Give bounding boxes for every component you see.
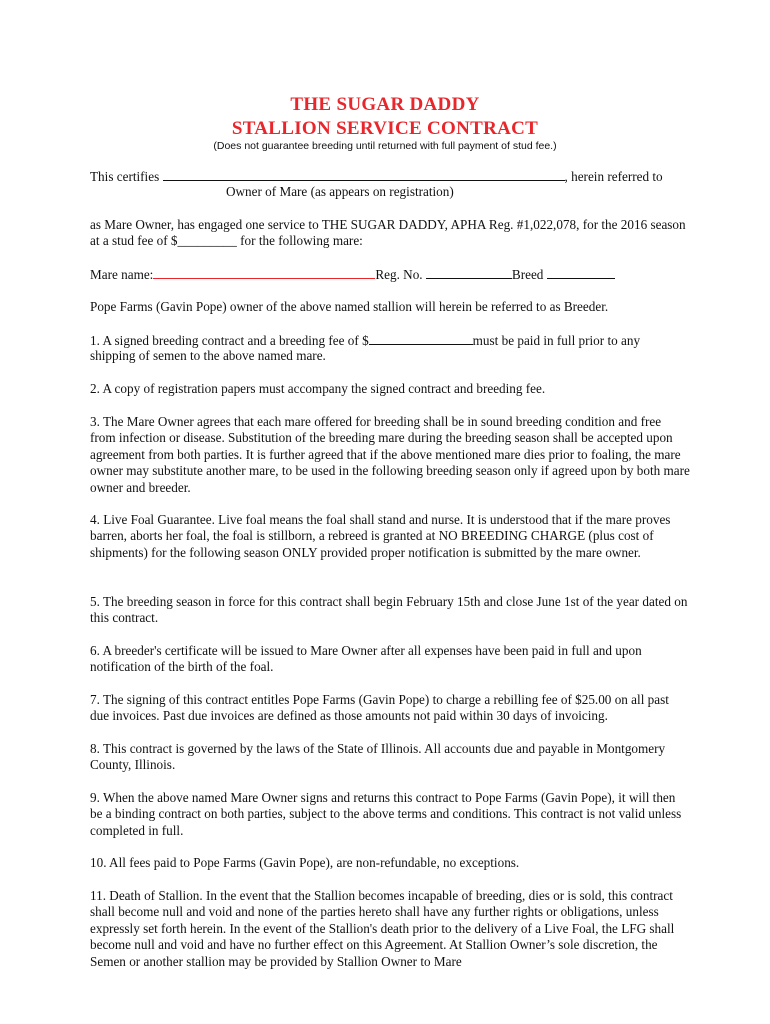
clause-6: 6. A breeder's certificate will be issued to Mare Owner after all expenses have been paid in full and upon notification of the birth of the foal. [90,643,642,675]
clause-7: 7. The signing of this contract entitles Pope Farms (Gavin Pope) to charge a rebilling fee of $25.00 on all past due invoices. Past due invoices are defined as those amounts not paid within 30 days of invoicing. [90,692,669,724]
certify-line [90,168,663,185]
clause-11: 11. Death of Stallion. In the event that the Stallion becomes incapable of breeding, dies or is sold, this contract shall become null and void and none of the parties hereto shall have any further rights or obligations, unless expressly set forth herein. In the event of the Stallion's death prior to the delivery of a Live Foal, the LFG shall become null and void and have no further effect on this Agreement. At Stallion Owner’s sole discretion, the Semen or another stallion may be provided by Stallion Owner to Mare [90,888,675,969]
clause-5: 5. The breeding season in force for this contract shall begin February 15th and close June 1st of the year dated on this contract. [90,594,688,626]
breed-label: Breed [511,267,544,282]
document-subtitle-title: STALLION SERVICE CONTRACT [231,118,539,139]
clause-4: 4. Live Foal Guarantee. Live foal means the foal shall stand and nurse. It is understood that if the mare proves barren, aborts her foal, the foal is stillborn, a rebreed is granted at NO BREEDING CHARGE (plus cost of shipments) for the following season ONLY provided proper notification is submitted by the mare owner. [90,512,671,560]
breeder-intro: Pope Farms (Gavin Pope) owner of the above named stallion will herein be referred to as Breeder. [90,299,609,314]
certify-suffix: , herein referred to [564,169,663,184]
clause-2: 2. A copy of registration papers must accompany the signed contract and breeding fee. [90,381,546,396]
mare-fields-line [90,266,615,283]
owner-name-field[interactable] [163,168,565,181]
breeding-fee-field[interactable] [369,332,473,345]
clause-9: 9. When the above named Mare Owner signs and returns this contract to Pope Farms (Gavin Pope), it will then be a binding contract on both parties, subject to the above terms and conditions. This contract is not valid unless completed in full. [90,790,682,838]
reg-no-label: Reg. No. [375,267,423,282]
breed-field[interactable] [547,266,615,279]
certify-prefix: This certifies [90,169,160,184]
clause-1-line2: shipping of semen to the above named mare. [90,348,326,363]
clause-10: 10. All fees paid to Pope Farms (Gavin Pope), are non-refundable, no exceptions. [90,855,520,870]
owner-caption: Owner of Mare (as appears on registration) [226,184,454,199]
clause-3: 3. The Mare Owner agrees that each mare offered for breeding shall be in sound breeding condition and free from infection or disease. Substitution of the breeding mare during the breeding season shall be accepted upon agreement from both parties. It is further agreed that if the above mentioned mare dies prior to foaling, the mare owner may substitute another mare, to be used in the following breeding season only if agreed upon by both mare owner and breeder. [90,414,690,495]
clause-1-prefix: 1. A signed breeding contract and a breeding fee of $ [90,333,369,348]
document-title: THE SUGAR DADDY [290,94,480,115]
clause-1-line [90,332,640,349]
mare-name-field[interactable] [153,266,375,279]
engagement-paragraph: as Mare Owner, has engaged one service to THE SUGAR DADDY, APHA Reg. #1,022,078, for the 2016 season at a stud fee of $_________ for the following mare: [90,217,686,249]
clause-1-suffix: must be paid in full prior to any [472,333,641,348]
disclaimer-note: (Does not guarantee breeding until returned with full payment of stud fee.) [213,140,557,152]
mare-name-label: Mare name: [90,267,154,282]
clause-8: 8. This contract is governed by the laws of the State of Illinois. All accounts due and payable in Montgomery County, Illinois. [90,741,666,773]
reg-no-field[interactable] [426,266,512,279]
